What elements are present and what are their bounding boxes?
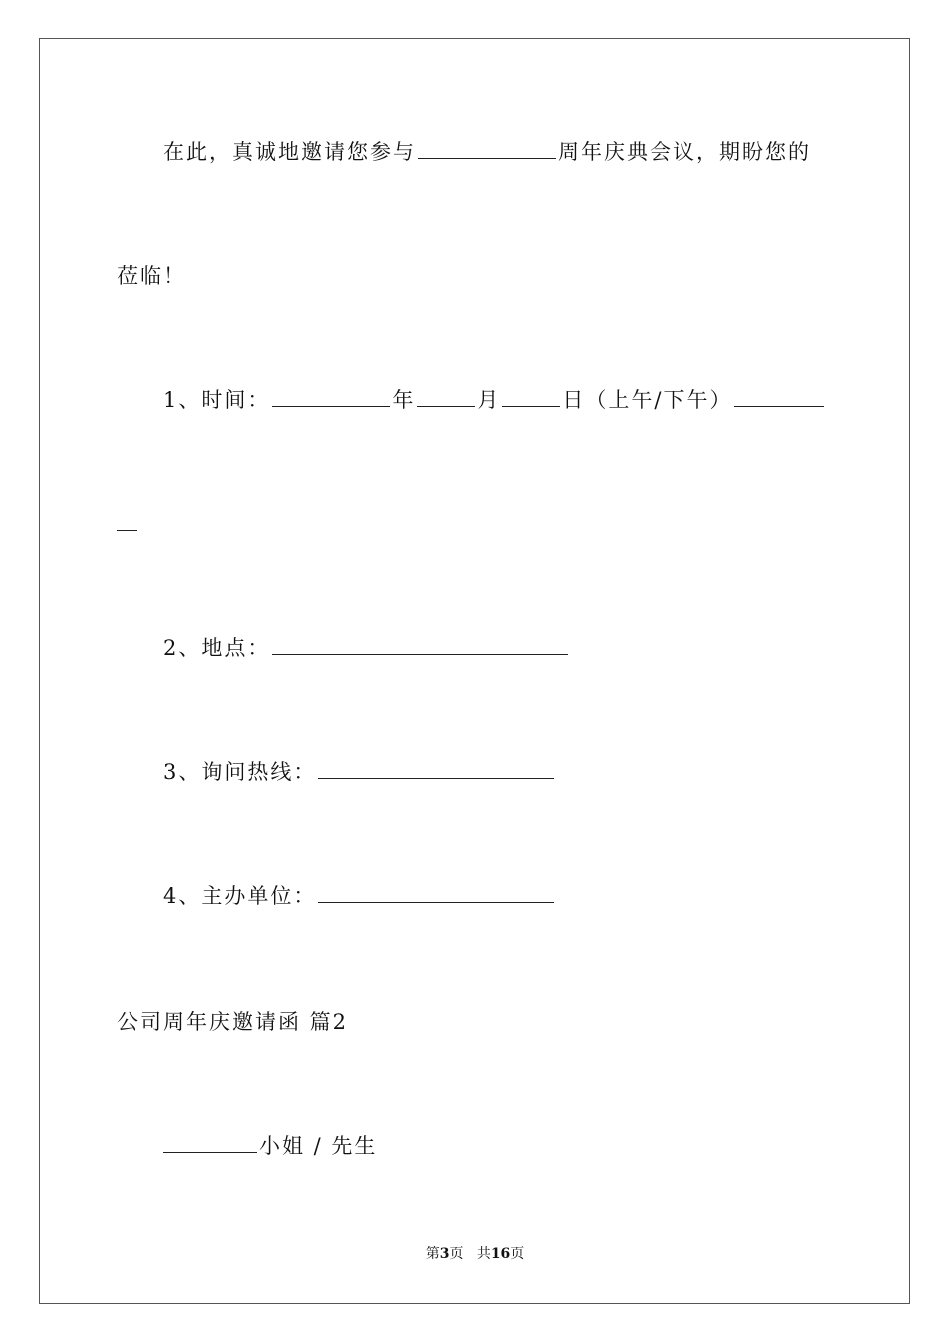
organizer-blank: [318, 882, 554, 903]
anniversary-blank: [418, 138, 556, 159]
section-title-text: 公司周年庆邀请函 篇2: [117, 1010, 349, 1034]
time-blank: [272, 386, 390, 407]
paragraph-text-after: 周年庆典会议，期盼您的: [558, 140, 811, 164]
time-label: 1、时间：: [163, 388, 271, 412]
item-location: [163, 634, 570, 662]
salutation-text: 小姐 / 先生: [259, 1134, 378, 1158]
hotline-blank: [318, 758, 554, 779]
footer-total-number: 16: [490, 1246, 511, 1262]
year-label: 年: [392, 388, 416, 412]
hotline-label: 3、询问热线：: [163, 760, 317, 784]
location-label: 2、地点：: [163, 636, 271, 660]
footer-page-prefix: 第: [425, 1246, 440, 1262]
page-border: [39, 38, 910, 1304]
page-footer: [0, 1245, 950, 1263]
location-blank: [272, 634, 568, 655]
organizer-label: 4、主办单位：: [163, 884, 317, 908]
year-blank: [417, 386, 475, 407]
paragraph-continuation: [117, 262, 186, 290]
month-blank: [502, 386, 560, 407]
item-organizer: [163, 882, 556, 910]
time-blank-wrap: [117, 510, 137, 531]
time-blank-continuation: [117, 510, 137, 538]
salutation-line: [163, 1132, 377, 1160]
paragraph-text-before: 在此，真诚地邀请您参与: [163, 140, 416, 164]
month-label: 月: [477, 388, 501, 412]
footer-page-suffix: 页: [449, 1246, 464, 1262]
invitation-paragraph: [163, 138, 811, 166]
item-hotline: [163, 758, 556, 786]
day-label: 日（上午/下午）: [562, 388, 733, 412]
footer-total-prefix: 共: [476, 1246, 491, 1262]
footer-page-number: 3: [439, 1246, 450, 1262]
name-blank: [163, 1132, 257, 1153]
section-title: [117, 1008, 348, 1036]
footer-total-suffix: 页: [510, 1246, 525, 1262]
time-tail-blank: [734, 386, 824, 407]
item-time: [163, 386, 826, 414]
paragraph-continuation-text: 莅临！: [117, 264, 186, 288]
